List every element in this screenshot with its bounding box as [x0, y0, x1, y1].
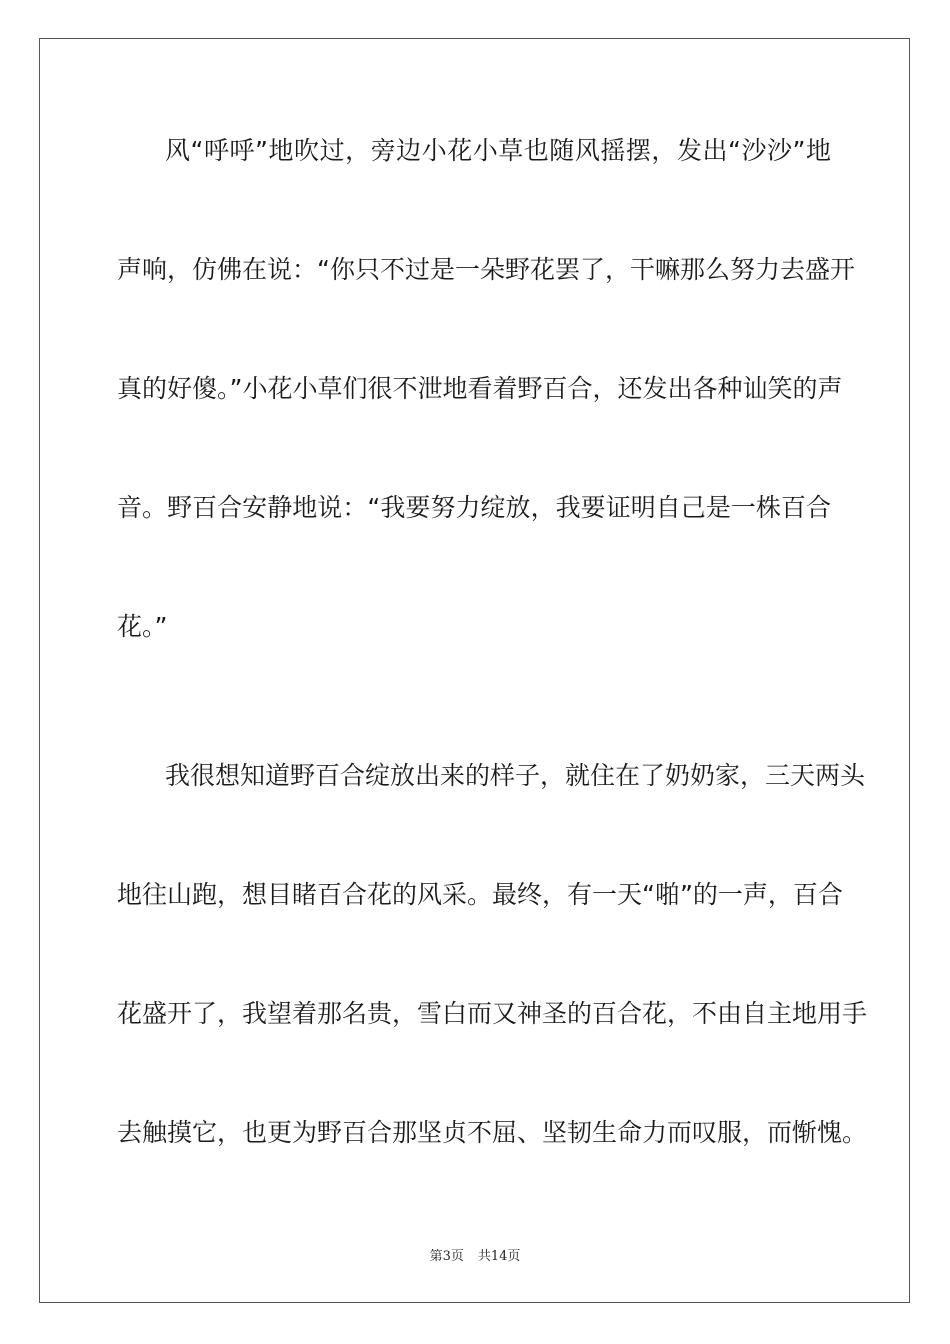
paragraph-2-line-3: 花盛开了，我望着那名贵，雪白而又神圣的百合花，不由自主地用手: [117, 999, 868, 1028]
paragraph-1-line-1: 风“呼呼”地吹过，旁边小花小草也随风摇摆，发出“沙沙”地: [165, 136, 831, 165]
page-number: 第3页: [429, 1249, 464, 1264]
paragraph-2-line-1: 我很想知道野百合绽放出来的样子，就住在了奶奶家，三天两头: [165, 761, 866, 790]
paragraph-1-line-4: 音。野百合安静地说：“我要努力绽放，我要证明自己是一株百合: [117, 493, 831, 522]
paragraph-2-line-2: 地往山跑，想目睹百合花的风采。最终，有一天“啪”的一声，百合: [117, 880, 843, 909]
paragraph-1-line-2: 声响，仿佛在说：“你只不过是一朵野花罢了，干嘛那么努力去盛开: [117, 255, 855, 284]
paragraph-1-line-3: 真的好傻。”小花小草们很不泄地看着野百合，还发出各种讪笑的声: [117, 374, 843, 403]
paragraph-2-line-4: 去触摸它，也更为野百合那坚贞不屈、坚韧生命力而叹服，而惭愧。: [117, 1118, 868, 1147]
paragraph-1-line-5: 花。”: [117, 612, 168, 641]
page-total: 共14页: [477, 1249, 521, 1264]
page-footer: [0, 1245, 950, 1264]
